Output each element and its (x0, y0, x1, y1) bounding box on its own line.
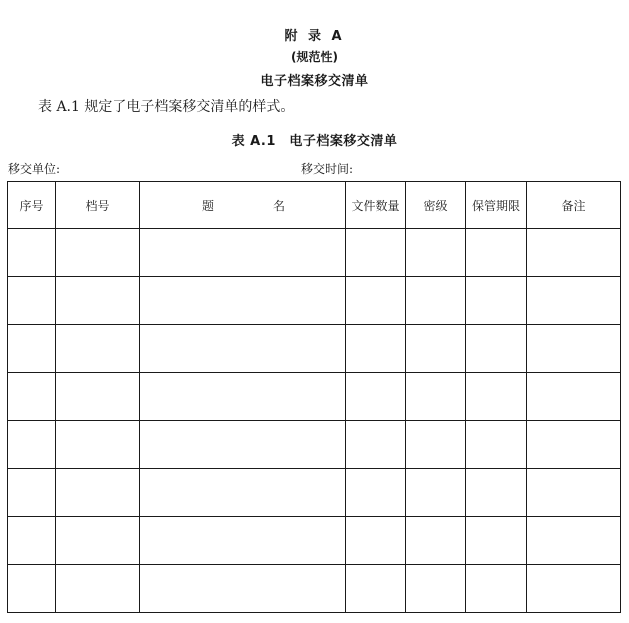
cell-remarks (527, 229, 621, 277)
cell-security-level (406, 517, 466, 565)
cell-retention-period (466, 565, 527, 613)
cell-file-count (346, 421, 406, 469)
cell-archive-no (56, 373, 140, 421)
cell-file-count (346, 277, 406, 325)
appendix-type: (规范性) (291, 50, 338, 64)
cell-retention-period (466, 325, 527, 373)
cell-security-level (406, 421, 466, 469)
cell-file-count (346, 325, 406, 373)
cell-remarks (527, 373, 621, 421)
table-header-row (8, 182, 621, 229)
cell-retention-period (466, 517, 527, 565)
cell-seq (8, 229, 56, 277)
cell-title (140, 421, 346, 469)
cell-title (140, 325, 346, 373)
table-caption: 表 A.1 电子档案移交清单 (231, 134, 398, 149)
cell-seq (8, 373, 56, 421)
cell-remarks (527, 565, 621, 613)
col-header-retention-period: 保管期限 (466, 182, 527, 229)
cell-remarks (527, 277, 621, 325)
cell-security-level (406, 325, 466, 373)
col-header-remarks: 备注 (527, 182, 621, 229)
table-row (8, 565, 621, 613)
cell-seq (8, 565, 56, 613)
cell-archive-no (56, 277, 140, 325)
cell-retention-period (466, 277, 527, 325)
intro-text: 表 A.1 规定了电子档案移交清单的样式。 (38, 99, 295, 115)
col-header-title-part2: 名 (272, 198, 285, 213)
cell-file-count (346, 373, 406, 421)
cell-title (140, 229, 346, 277)
cell-seq (8, 325, 56, 373)
col-header-file-count: 文件数量 (346, 182, 406, 229)
cell-seq (8, 517, 56, 565)
cell-title (140, 373, 346, 421)
cell-remarks (527, 517, 621, 565)
cell-retention-period (466, 421, 527, 469)
col-header-seq: 序号 (8, 182, 56, 229)
cell-archive-no (56, 565, 140, 613)
cell-title (140, 469, 346, 517)
cell-security-level (406, 229, 466, 277)
cell-archive-no (56, 517, 140, 565)
cell-seq (8, 277, 56, 325)
cell-title (140, 277, 346, 325)
table-row (8, 325, 621, 373)
cell-remarks (527, 469, 621, 517)
transfer-table (7, 181, 621, 613)
appendix-heading: 附 录 A (284, 29, 345, 44)
cell-archive-no (56, 421, 140, 469)
table-row (8, 277, 621, 325)
col-header-archive-no: 档号 (56, 182, 140, 229)
cell-retention-period (466, 469, 527, 517)
transfer-unit-label: 移交单位: (8, 162, 61, 176)
cell-title (140, 565, 346, 613)
cell-security-level (406, 469, 466, 517)
cell-seq (8, 469, 56, 517)
cell-security-level (406, 565, 466, 613)
cell-file-count (346, 229, 406, 277)
table-row (8, 517, 621, 565)
cell-remarks (527, 325, 621, 373)
cell-file-count (346, 517, 406, 565)
appendix-title: 电子档案移交清单 (260, 74, 369, 89)
cell-archive-no (56, 469, 140, 517)
cell-archive-no (56, 325, 140, 373)
cell-file-count (346, 565, 406, 613)
col-header-security-level: 密级 (406, 182, 466, 229)
cell-file-count (346, 469, 406, 517)
col-header-title (140, 182, 346, 229)
table-row (8, 373, 621, 421)
table-row (8, 421, 621, 469)
table-row (8, 469, 621, 517)
cell-remarks (527, 421, 621, 469)
transfer-time-label: 移交时间: (301, 162, 354, 176)
cell-seq (8, 421, 56, 469)
table-row (8, 229, 621, 277)
col-header-title-part1: 题 (202, 198, 215, 213)
cell-title (140, 517, 346, 565)
cell-security-level (406, 373, 466, 421)
cell-retention-period (466, 373, 527, 421)
cell-security-level (406, 277, 466, 325)
table-body (8, 229, 621, 613)
cell-retention-period (466, 229, 527, 277)
cell-archive-no (56, 229, 140, 277)
